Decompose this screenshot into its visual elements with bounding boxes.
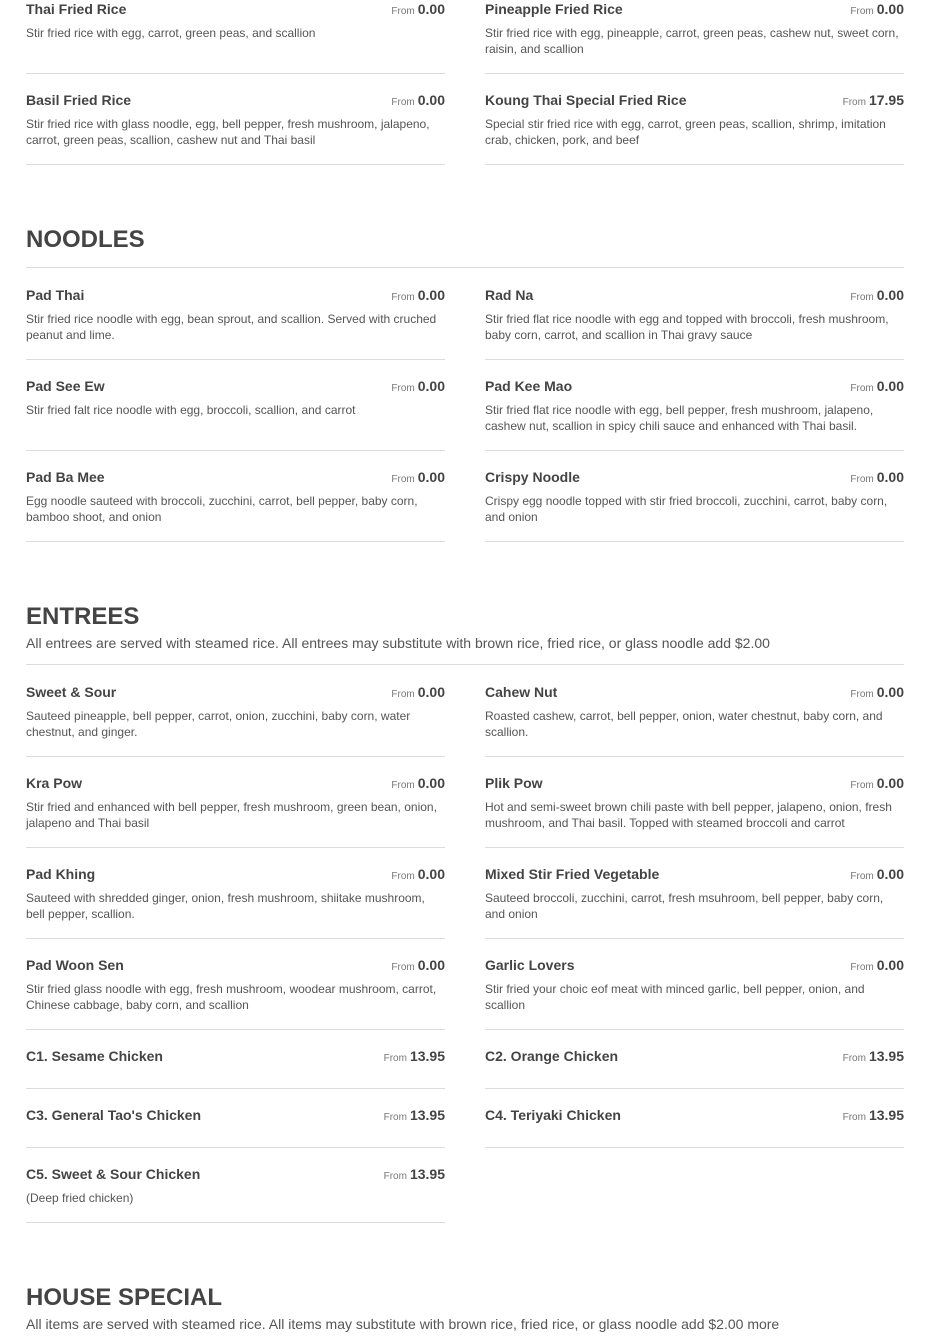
- price-from-label: From: [842, 1112, 866, 1123]
- menu-item-pad-kee-mao[interactable]: [485, 377, 904, 434]
- price-amount: 13.95: [409, 1048, 445, 1064]
- price-from-label: From: [850, 780, 874, 791]
- item-description: Sauteed with shredded ginger, onion, fresh mushroom, shiitake mushroom, bell pepper, scallion.: [26, 891, 425, 921]
- item-description: Stir fried rice with egg, carrot, green peas, and scallion: [26, 26, 316, 40]
- price-from-label: From: [391, 962, 415, 973]
- menu-item-mixed-stir-fried-vegetable[interactable]: [485, 865, 904, 922]
- item-divider: [26, 756, 445, 757]
- item-divider: [26, 450, 445, 451]
- price-from-label: From: [383, 1053, 407, 1064]
- item-price: [843, 91, 904, 112]
- item-price: [391, 91, 445, 112]
- menu-item-cahew-nut[interactable]: [485, 683, 904, 740]
- item-description: Roasted cashew, carrot, bell pepper, onion, water chestnut, baby corn, and scallion.: [485, 709, 883, 739]
- item-price: [384, 1047, 445, 1068]
- price-from-label: From: [391, 383, 415, 394]
- section-divider: [26, 267, 904, 268]
- price-from-label: From: [850, 474, 874, 485]
- menu-item-pad-ba-mee[interactable]: [26, 468, 445, 525]
- item-divider: [485, 1147, 904, 1148]
- item-description: Stir fried rice noodle with egg, bean sprout, and scallion. Served with cruched peanut and lime.: [26, 312, 437, 342]
- item-description: (Deep fried chicken): [26, 1191, 134, 1205]
- menu-item-basil-fried-rice[interactable]: [26, 91, 445, 148]
- price-amount: 0.00: [417, 866, 445, 882]
- item-name: Basil Fried Rice: [26, 92, 132, 108]
- item-divider: [485, 938, 904, 939]
- price-amount: 0.00: [876, 469, 904, 485]
- price-from-label: From: [850, 6, 874, 17]
- price-amount: 0.00: [876, 378, 904, 394]
- price-amount: 0.00: [876, 957, 904, 973]
- item-description: Stir fried falt rice noodle with egg, broccoli, scallion, and carrot: [26, 403, 356, 417]
- item-price: [391, 956, 445, 977]
- item-name: Kra Pow: [26, 775, 83, 791]
- item-name: C2. Orange Chicken: [485, 1048, 619, 1064]
- price-from-label: From: [391, 780, 415, 791]
- item-name: C5. Sweet & Sour Chicken: [26, 1166, 201, 1182]
- menu-item-koung-thai-special-fried-rice[interactable]: [485, 91, 904, 148]
- price-amount: 17.95: [868, 92, 904, 108]
- menu-item-kra-pow[interactable]: [26, 774, 445, 831]
- menu-item-pad-thai[interactable]: [26, 286, 445, 343]
- item-divider: [485, 756, 904, 757]
- item-name: Pad Thai: [26, 287, 85, 303]
- item-divider: [26, 938, 445, 939]
- menu-item-garlic-lovers[interactable]: [485, 956, 904, 1013]
- item-name: Thai Fried Rice: [26, 1, 127, 17]
- menu-item-plik-pow[interactable]: [485, 774, 904, 831]
- section-title: HOUSE SPECIAL: [26, 1284, 223, 1311]
- section-note: All items are served with steamed rice. All items may substitute with brown rice, fried rice, or glass noodle add $2.00 more: [26, 1316, 780, 1332]
- item-description: Sauteed pineapple, bell pepper, carrot, onion, zucchini, baby corn, water chestnut, and ginger.: [26, 709, 411, 739]
- price-from-label: From: [383, 1112, 407, 1123]
- item-price: [384, 1106, 445, 1127]
- price-from-label: From: [842, 97, 866, 108]
- item-name: C3. General Tao's Chicken: [26, 1107, 202, 1123]
- menu-item-pad-woon-sen[interactable]: [26, 956, 445, 1013]
- price-from-label: From: [391, 292, 415, 303]
- item-price: [850, 956, 904, 977]
- price-from-label: From: [391, 871, 415, 882]
- item-divider: [485, 359, 904, 360]
- item-name: Pineapple Fried Rice: [485, 1, 623, 17]
- item-name: Pad Ba Mee: [26, 469, 105, 485]
- item-price: [850, 774, 904, 795]
- item-divider: [485, 1029, 904, 1030]
- price-amount: 0.00: [417, 957, 445, 973]
- price-amount: 0.00: [876, 866, 904, 882]
- item-name: C1. Sesame Chicken: [26, 1048, 163, 1064]
- price-from-label: From: [383, 1171, 407, 1182]
- section-noodles: [26, 226, 904, 254]
- price-amount: 0.00: [417, 775, 445, 791]
- price-from-label: From: [850, 383, 874, 394]
- menu-item-rad-na[interactable]: [485, 286, 904, 343]
- item-price: [391, 468, 445, 489]
- item-description: Stir fried rice with egg, pineapple, carrot, green peas, cashew nut, sweet corn, raisin, and scallion: [485, 26, 899, 56]
- section-divider: [26, 664, 904, 665]
- item-price: [391, 683, 445, 704]
- item-name: Pad Kee Mao: [485, 378, 573, 394]
- item-divider: [26, 1222, 445, 1223]
- item-description: Hot and semi-sweet brown chili paste with bell pepper, jalapeno, onion, fresh mushroom, and Thai basil. Topped with steamed broccoli and carrot: [485, 800, 892, 830]
- item-price: [391, 865, 445, 886]
- item-name: Pad Woon Sen: [26, 957, 124, 973]
- item-divider: [26, 847, 445, 848]
- item-divider: [26, 1147, 445, 1148]
- item-description: Stir fried glass noodle with egg, fresh mushroom, woodear mushroom, carrot, Chinese cabbage, baby corn, and scallion: [26, 982, 437, 1012]
- price-amount: 0.00: [417, 287, 445, 303]
- price-amount: 0.00: [876, 684, 904, 700]
- price-amount: 13.95: [409, 1107, 445, 1123]
- section-title: ENTREES: [26, 603, 140, 630]
- item-name: Koung Thai Special Fried Rice: [485, 92, 687, 108]
- item-description: Stir fried and enhanced with bell pepper, fresh mushroom, green bean, onion, jalapeno and Thai basil: [26, 800, 437, 830]
- section-house-special: [26, 1284, 904, 1333]
- item-description: Egg noodle sauteed with broccoli, zucchini, carrot, bell pepper, baby corn, bamboo shoot, and onion: [26, 494, 418, 524]
- item-price: [384, 1165, 445, 1186]
- item-divider: [485, 1088, 904, 1089]
- price-from-label: From: [391, 474, 415, 485]
- item-divider: [26, 1029, 445, 1030]
- price-amount: 0.00: [417, 378, 445, 394]
- item-divider: [26, 164, 445, 165]
- menu-item-sweet-and-sour[interactable]: [26, 683, 445, 740]
- price-amount: 0.00: [417, 469, 445, 485]
- section-entrees: [26, 603, 904, 652]
- price-from-label: From: [850, 962, 874, 973]
- section-title: NOODLES: [26, 226, 145, 253]
- item-divider: [485, 73, 904, 74]
- item-divider: [485, 847, 904, 848]
- menu-item-c5-sweet-and-sour-chicken[interactable]: [26, 1165, 445, 1206]
- item-name: Pad Khing: [26, 866, 96, 882]
- item-divider: [26, 1088, 445, 1089]
- price-from-label: From: [850, 871, 874, 882]
- price-amount: 13.95: [868, 1107, 904, 1123]
- item-description: Sauteed broccoli, zucchini, carrot, fresh msuhroom, bell pepper, baby corn, and onion: [485, 891, 884, 921]
- price-amount: 0.00: [876, 1, 904, 17]
- item-description: Special stir fried rice with egg, carrot, green peas, scallion, shrimp, imitation crab, chicken, pork, and beef: [485, 117, 886, 147]
- menu-item-pad-khing[interactable]: [26, 865, 445, 922]
- item-price: [850, 865, 904, 886]
- menu-item-thai-fried-rice[interactable]: [26, 0, 445, 41]
- price-amount: 0.00: [876, 775, 904, 791]
- item-divider: [485, 541, 904, 542]
- item-price: [843, 1047, 904, 1068]
- price-from-label: From: [391, 97, 415, 108]
- item-description: Stir fried flat rice noodle with egg and topped with broccoli, fresh mushroom, baby corn, carrot, and scallion in Thai gravy sauce: [485, 312, 889, 342]
- item-divider: [26, 359, 445, 360]
- menu-item-pineapple-fried-rice[interactable]: [485, 0, 904, 57]
- item-description: Stir fried flat rice noodle with egg, bell pepper, fresh mushroom, jalapeno, cashew nut, scallion in spicy chili sauce and enhanced with Thai basil.: [485, 403, 874, 433]
- item-description: Stir fried your choic eof meat with minced garlic, bell pepper, onion, and scallion: [485, 982, 865, 1012]
- price-from-label: From: [850, 292, 874, 303]
- item-name: Crispy Noodle: [485, 469, 580, 485]
- menu-item-c1-sesame-chicken[interactable]: [26, 1047, 445, 1068]
- item-name: Pad See Ew: [26, 378, 105, 394]
- menu-item-c3-general-taos-chicken[interactable]: [26, 1106, 445, 1127]
- item-price: [850, 0, 904, 21]
- menu-item-crispy-noodle[interactable]: [485, 468, 904, 525]
- item-divider: [485, 450, 904, 451]
- item-price: [843, 1106, 904, 1127]
- item-name: Rad Na: [485, 287, 534, 303]
- item-price: [850, 683, 904, 704]
- menu-item-c4-teriyaki-chicken[interactable]: [485, 1106, 904, 1127]
- price-from-label: From: [391, 6, 415, 17]
- item-divider: [26, 73, 445, 74]
- item-name: C4. Teriyaki Chicken: [485, 1107, 621, 1123]
- item-name: Sweet & Sour: [26, 684, 117, 700]
- item-price: [391, 377, 445, 398]
- item-price: [391, 0, 445, 21]
- item-description: Crispy egg noodle topped with stir fried broccoli, zucchini, carrot, baby corn, and onion: [485, 494, 888, 524]
- item-price: [850, 377, 904, 398]
- section-note: All entrees are served with steamed rice. All entrees may substitute with brown rice, fried rice, or glass noodle add $2.00: [26, 635, 770, 651]
- price-from-label: From: [850, 689, 874, 700]
- item-name: Garlic Lovers: [485, 957, 575, 973]
- price-amount: 0.00: [876, 287, 904, 303]
- menu-item-c2-orange-chicken[interactable]: [485, 1047, 904, 1068]
- price-amount: 0.00: [417, 92, 445, 108]
- item-name: Mixed Stir Fried Vegetable: [485, 866, 660, 882]
- item-name: Plik Pow: [485, 775, 543, 791]
- price-amount: 13.95: [868, 1048, 904, 1064]
- price-from-label: From: [842, 1053, 866, 1064]
- menu-item-pad-see-ew[interactable]: [26, 377, 445, 418]
- price-from-label: From: [391, 689, 415, 700]
- item-description: Stir fried rice with glass noodle, egg, bell pepper, fresh mushroom, jalapeno, carrot, green peas, scallion, cashew nut and Thai basil: [26, 117, 430, 147]
- item-price: [850, 468, 904, 489]
- item-divider: [485, 164, 904, 165]
- item-name: Cahew Nut: [485, 684, 558, 700]
- item-price: [391, 286, 445, 307]
- price-amount: 0.00: [417, 1, 445, 17]
- price-amount: 0.00: [417, 684, 445, 700]
- item-price: [391, 774, 445, 795]
- item-price: [850, 286, 904, 307]
- price-amount: 13.95: [409, 1166, 445, 1182]
- item-divider: [26, 541, 445, 542]
